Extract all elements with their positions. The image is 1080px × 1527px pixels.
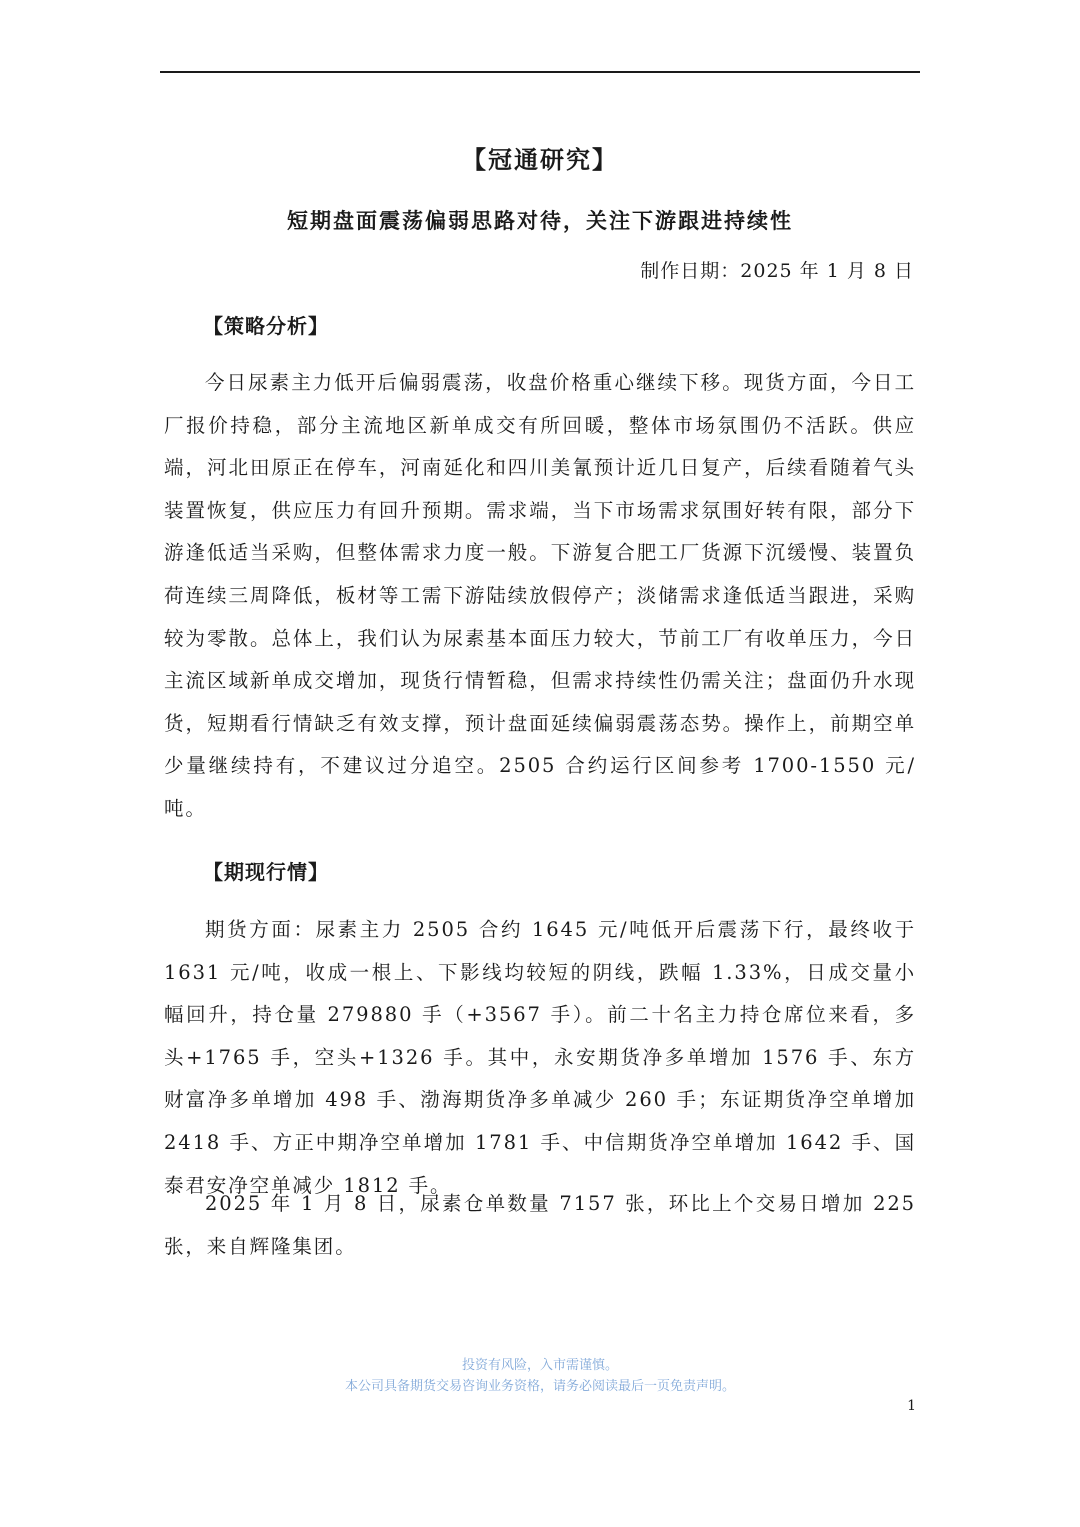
org-title: 【冠通研究】 xyxy=(462,145,618,174)
footer-risk-line: 投资有风险，入市需谨慎。 xyxy=(461,1358,618,1373)
report-headline: 短期盘面震荡偏弱思路对待，关注下游跟进持续性 xyxy=(287,208,793,233)
section-heading-strategy: 【策略分析】 xyxy=(203,314,329,338)
risk-disclaimer-footer xyxy=(160,1355,920,1397)
report-date: 制作日期：2025 年 1 月 8 日 xyxy=(640,260,914,282)
section-heading-market: 【期现行情】 xyxy=(203,860,329,884)
market-paragraph-futures: 期货方面：尿素主力 2505 合约 1645 元/吨低开后震荡下行，最终收于 1631 元/吨，收成一根上、下影线均较短的阴线，跌幅 1.33%，日成交量小幅回升，持仓量 279880 手（+3567 手）。前二十名主力持仓席位来看，多头+1765 手，空头+1326 手。其中，永安期货净多单增加 1576 手、东方财富净多单增加 498 手、渤海期货净多单减少 260 手；东证期货净空单增加 2418 手、方正中期净空单增加 1781 手、中信期货净空单增加 1642 手、国泰君安净空单减少 1812 手。 xyxy=(164,918,916,1197)
footer-qualification-line: 本公司具备期货交易咨询业务资格，请务必阅读最后一页免责声明。 xyxy=(344,1379,735,1394)
page-number: 1 xyxy=(907,1398,916,1414)
header-rule xyxy=(160,71,920,73)
strategy-paragraph: 今日尿素主力低开后偏弱震荡，收盘价格重心继续下移。现货方面，今日工厂报价持稳，部分主流地区新单成交有所回暖，整体市场氛围仍不活跃。供应端，河北田原正在停车，河南延化和四川美氰预计近几日复产，后续看随着气头装置恢复，供应压力有回升预期。需求端，当下市场需求氛围好转有限，部分下游逢低适当采购，但整体需求力度一般。下游复合肥工厂货源下沉缓慢、装置负荷连续三周降低，板材等工需下游陆续放假停产；淡储需求逢低适当跟进，采购较为零散。总体上，我们认为尿素基本面压力较大，节前工厂有收单压力，今日主流区域新单成交增加，现货行情暂稳，但需求持续性仍需关注；盘面仍升水现货，短期看行情缺乏有效支撑，预计盘面延续偏弱震荡态势。操作上，前期空单少量继续持有，不建议过分追空。2505 合约运行区间参考 1700-1550 元/吨。 xyxy=(164,371,916,820)
market-paragraph-warehouse: 2025 年 1 月 8 日，尿素仓单数量 7157 张，环比上个交易日增加 225 张，来自辉隆集团。 xyxy=(164,1192,916,1258)
